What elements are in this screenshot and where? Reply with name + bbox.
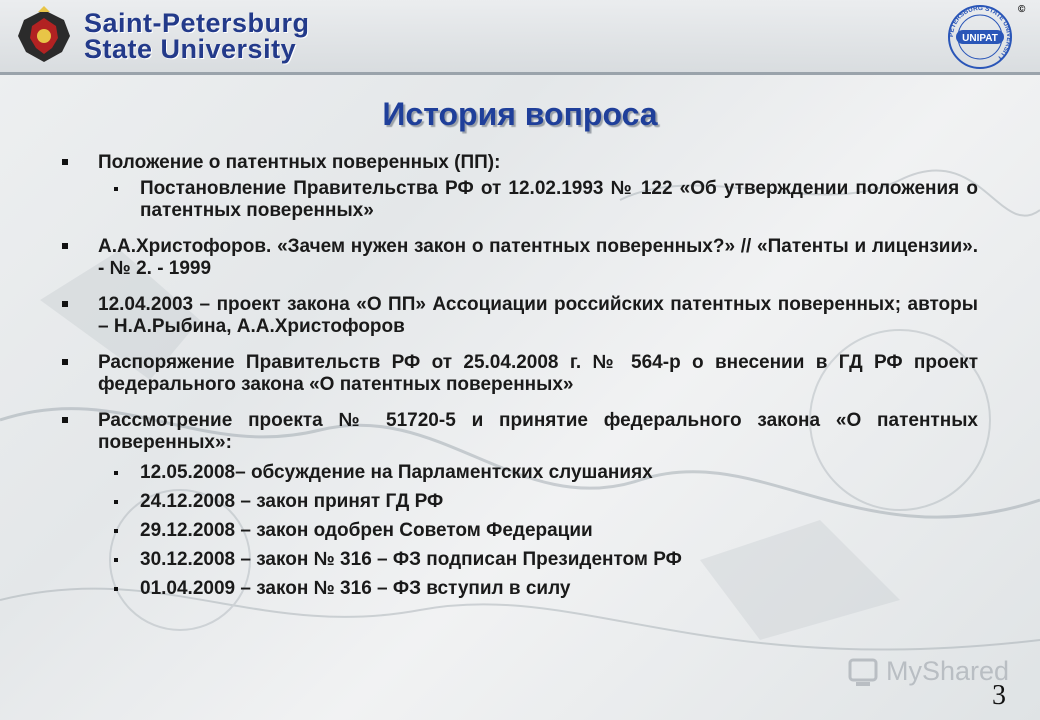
university-name-line1: Saint-Petersburg xyxy=(84,8,310,38)
list-item: А.А.Христофоров. «Зачем нужен закон о патентных поверенных?» // «Патенты и лицензии». - № 2. - 1999 xyxy=(62,236,978,280)
list-subitem: 01.04.2009 – закон № 316 – ФЗ вступил в силу xyxy=(62,578,978,600)
list-subitem: 24.12.2008 – закон принят ГД РФ xyxy=(62,491,978,513)
list-subitem: 12.05.2008– обсуждение на Парламентских слушаниях xyxy=(62,462,978,484)
unipat-logo-icon xyxy=(938,2,1022,72)
page-number: 3 xyxy=(992,680,1006,711)
list-item: Распоряжение Правительств РФ от 25.04.2008 г. № 564-р о внесении в ГД РФ проект федерального закона «О патентных поверенных» xyxy=(62,352,978,396)
list-item: Рассмотрение проекта № 51720-5 и принятие федерального закона «О патентных поверенных»: xyxy=(62,410,978,454)
unipat-ring-text: PETERSBURG STATE UNIVERSITY xyxy=(947,4,1013,62)
slide-title: История вопроса xyxy=(382,96,658,132)
myshared-logo-icon xyxy=(848,658,882,688)
slide-content xyxy=(62,152,978,607)
university-name xyxy=(84,10,310,62)
list-subitem: 30.12.2008 – закон № 316 – ФЗ подписан Президентом РФ xyxy=(62,549,978,571)
header-banner xyxy=(0,0,1040,75)
university-crest-icon xyxy=(12,6,76,66)
list-subitem: Постановление Правительства РФ от 12.02.1993 № 122 «Об утверждении положения о патентных поверенных» xyxy=(62,178,978,222)
university-name-line2: State University xyxy=(84,34,297,64)
list-item: Положение о патентных поверенных (ПП): xyxy=(62,152,978,174)
unipat-label: UNIPAT xyxy=(962,33,998,44)
myshared-watermark: MyShared xyxy=(886,656,1010,686)
list-group xyxy=(62,152,978,222)
list-subitem: 29.12.2008 – закон одобрен Советом Федерации xyxy=(62,520,978,542)
copyright-mark: © xyxy=(1018,4,1026,15)
list-item: 12.04.2003 – проект закона «О ПП» Ассоциации российских патентных поверенных; авторы – Н.А.Рыбина, А.А.Христофоров xyxy=(62,294,978,338)
